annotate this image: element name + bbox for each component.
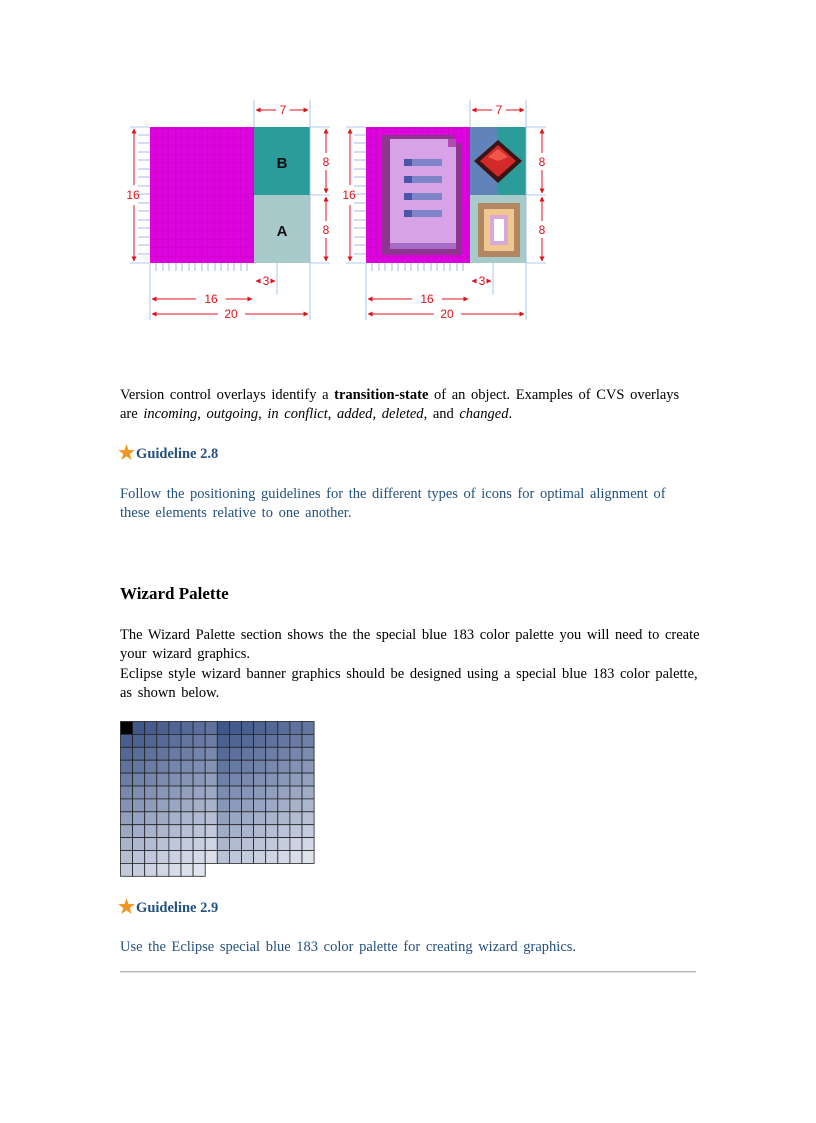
palette-swatch (169, 747, 181, 760)
palette-swatch (169, 825, 181, 838)
palette-swatch (229, 812, 241, 825)
palette-swatch (229, 825, 241, 838)
diagram-left (126, 100, 330, 321)
palette-swatch (169, 760, 181, 773)
palette-swatch (242, 734, 254, 747)
palette-swatch (266, 786, 278, 799)
palette-swatch (145, 825, 157, 838)
palette-swatch (169, 838, 181, 851)
palette-swatch (266, 760, 278, 773)
palette-swatch (205, 812, 217, 825)
palette-swatch (290, 851, 302, 864)
dim-right-bottom-right: 8 (538, 223, 546, 237)
palette-swatch (121, 760, 133, 773)
palette-swatch (229, 799, 241, 812)
palette-swatch (278, 722, 290, 735)
palette-swatch (133, 786, 145, 799)
dim-bottom-mid-left: 16 (204, 292, 218, 306)
wizard-palette-para-2: Eclipse style wizard banner graphics should be designed using a special blue 183 color palette, as shown below. (120, 666, 698, 701)
label-b: B (276, 155, 288, 172)
guideline-2-9-label: Guideline 2.9 (136, 900, 219, 916)
palette-swatch (193, 838, 205, 851)
palette-swatch (266, 851, 278, 864)
palette-swatch (205, 773, 217, 786)
palette-swatch (145, 760, 157, 773)
palette-swatch (121, 838, 133, 851)
overlay-positioning-figure (0, 95, 816, 330)
palette-swatch (181, 722, 193, 735)
palette-swatch (302, 812, 314, 825)
palette-swatch (133, 773, 145, 786)
palette-swatch (278, 747, 290, 760)
palette-swatch (145, 734, 157, 747)
dim-left-left: 16 (126, 188, 140, 202)
palette-swatch (302, 825, 314, 838)
palette-swatch (266, 799, 278, 812)
star-icon: ★ (118, 897, 136, 918)
dim-bottom-full-left: 20 (224, 307, 238, 321)
palette-swatch (181, 799, 193, 812)
palette-swatch (181, 747, 193, 760)
palette-swatch (157, 825, 169, 838)
palette-swatch (278, 825, 290, 838)
wizard-palette-para-1: The Wizard Palette section shows the the special blue 183 color palette you will need to create your wizard graphics. (120, 627, 700, 662)
palette-swatch (266, 773, 278, 786)
palette-swatch (169, 722, 181, 735)
sep: , (372, 406, 382, 422)
palette-swatch (121, 734, 133, 747)
palette-swatch (193, 722, 205, 735)
palette-swatch (254, 747, 266, 760)
palette-swatch (290, 773, 302, 786)
overlay-in-conflict: in conflict (267, 406, 328, 422)
palette-swatch (205, 760, 217, 773)
palette-swatch (205, 799, 217, 812)
palette-swatch (145, 851, 157, 864)
palette-swatch (229, 786, 241, 799)
palette-swatch (242, 760, 254, 773)
palette-swatch (290, 734, 302, 747)
palette-swatch (181, 838, 193, 851)
palette-swatch (229, 773, 241, 786)
wizard-color-palette (120, 721, 316, 877)
palette-swatch (121, 722, 133, 735)
palette-swatch (229, 747, 241, 760)
guideline-2-8-label: Guideline 2.8 (136, 446, 219, 462)
palette-swatch (169, 734, 181, 747)
palette-swatch (242, 722, 254, 735)
palette-swatch (242, 838, 254, 851)
guideline-2-9-title (118, 896, 218, 919)
palette-swatch (121, 786, 133, 799)
overlay-added: added (337, 406, 373, 422)
palette-swatch (121, 773, 133, 786)
palette-swatch (193, 799, 205, 812)
palette-swatch (205, 851, 217, 864)
palette-swatch (145, 747, 157, 760)
sep: . (508, 406, 513, 422)
palette-swatch (302, 773, 314, 786)
palette-swatch (133, 734, 145, 747)
changed-overlay-icon (478, 203, 520, 257)
palette-swatch (133, 838, 145, 851)
palette-swatch (169, 799, 181, 812)
label-a: A (276, 223, 288, 240)
palette-swatch (193, 747, 205, 760)
dim-top-left: 7 (279, 103, 287, 117)
palette-swatch (145, 722, 157, 735)
palette-swatch (193, 825, 205, 838)
diagram-right (342, 100, 546, 321)
palette-swatch (157, 747, 169, 760)
palette-swatch (278, 812, 290, 825)
sep: , (327, 406, 337, 422)
overlay-changed: changed (459, 406, 509, 422)
palette-swatch (290, 812, 302, 825)
palette-swatch (145, 799, 157, 812)
palette-swatch (229, 734, 241, 747)
palette-swatch (133, 799, 145, 812)
overlays-paragraph (120, 386, 700, 424)
palette-swatch (242, 747, 254, 760)
palette-swatch (229, 838, 241, 851)
palette-swatch (302, 760, 314, 773)
palette-swatch (157, 786, 169, 799)
palette-swatch (242, 812, 254, 825)
palette-swatch (205, 838, 217, 851)
palette-swatch (302, 786, 314, 799)
palette-swatch (157, 851, 169, 864)
palette-swatch (254, 851, 266, 864)
palette-swatch (169, 851, 181, 864)
palette-swatch (181, 773, 193, 786)
palette-swatch (278, 799, 290, 812)
palette-swatch (290, 838, 302, 851)
palette-swatch (302, 799, 314, 812)
palette-swatch (193, 760, 205, 773)
palette-swatch (266, 722, 278, 735)
palette-swatch (145, 773, 157, 786)
palette-swatch (133, 747, 145, 760)
palette-swatch (278, 760, 290, 773)
palette-swatch (181, 812, 193, 825)
palette-swatch (302, 851, 314, 864)
palette-swatch (133, 760, 145, 773)
palette-swatch (217, 722, 229, 735)
palette-swatch (302, 734, 314, 747)
overlays-text-2: of an object. Examples of CVS overlays are (120, 387, 680, 422)
palette-swatch (254, 786, 266, 799)
palette-swatch (217, 734, 229, 747)
overlay-outgoing: outgoing (206, 406, 259, 422)
palette-swatch (217, 786, 229, 799)
overlay-incoming: incoming (143, 406, 198, 422)
palette-swatch (217, 773, 229, 786)
palette-swatch (290, 799, 302, 812)
palette-swatch (181, 863, 193, 876)
palette-swatch (193, 851, 205, 864)
palette-swatch (266, 734, 278, 747)
palette-swatch (278, 773, 290, 786)
sep: , (197, 406, 207, 422)
palette-swatch (254, 825, 266, 838)
palette-swatch (121, 799, 133, 812)
palette-swatch (157, 799, 169, 812)
palette-swatch (290, 786, 302, 799)
palette-swatch (193, 863, 205, 876)
palette-swatch (229, 760, 241, 773)
palette-swatch (181, 786, 193, 799)
palette-swatch (169, 773, 181, 786)
dim-bottom-small-right: 3 (478, 274, 486, 288)
dim-left-right: 16 (342, 188, 356, 202)
transition-state-term: transition-state (334, 387, 429, 403)
palette-swatch (254, 734, 266, 747)
dim-bottom-mid-right: 16 (420, 292, 434, 306)
palette-swatch (193, 773, 205, 786)
palette-swatch (266, 825, 278, 838)
palette-swatch (290, 747, 302, 760)
palette-swatch (133, 863, 145, 876)
palette-swatch (181, 760, 193, 773)
palette-swatch (121, 851, 133, 864)
palette-swatch (302, 722, 314, 735)
palette-swatch (145, 812, 157, 825)
palette-swatch (266, 812, 278, 825)
divider (120, 971, 696, 973)
palette-swatch (278, 786, 290, 799)
wizard-palette-heading: Wizard Palette (120, 584, 229, 603)
palette-swatch (169, 786, 181, 799)
palette-swatch (121, 863, 133, 876)
palette-swatch (290, 760, 302, 773)
palette-swatch (121, 825, 133, 838)
palette-swatch (266, 838, 278, 851)
palette-swatch (181, 851, 193, 864)
palette-swatch (254, 812, 266, 825)
palette-swatch (266, 747, 278, 760)
palette-swatch (302, 838, 314, 851)
dim-right-top-left: 8 (322, 155, 330, 169)
palette-swatch (242, 851, 254, 864)
palette-swatch (145, 838, 157, 851)
palette-swatch (181, 825, 193, 838)
palette-swatch (254, 760, 266, 773)
palette-swatch (205, 786, 217, 799)
palette-swatch (217, 851, 229, 864)
guideline-2-8-text: Follow the positioning guidelines for the different types of icons for optimal alignment of these elements relative to one another. (120, 486, 666, 521)
palette-swatch (217, 825, 229, 838)
palette-swatch (157, 863, 169, 876)
palette-swatch (133, 851, 145, 864)
palette-swatch (302, 747, 314, 760)
dim-right-top-right: 8 (538, 155, 546, 169)
palette-swatch (217, 812, 229, 825)
dim-bottom-small-left: 3 (262, 274, 270, 288)
palette-swatch (157, 838, 169, 851)
sep: , and (423, 406, 460, 422)
palette-swatch (121, 747, 133, 760)
palette-swatch (242, 773, 254, 786)
palette-swatch (169, 812, 181, 825)
guideline-2-8-title (118, 442, 218, 465)
palette-swatch (278, 851, 290, 864)
overlay-deleted: deleted (381, 406, 424, 422)
palette-swatch (157, 812, 169, 825)
icon-grid-left (130, 100, 330, 320)
palette-swatch (205, 734, 217, 747)
palette-swatch (193, 786, 205, 799)
palette-swatch (229, 722, 241, 735)
palette-swatch (290, 825, 302, 838)
guideline-2-9-text: Use the Eclipse special blue 183 color palette for creating wizard graphics. (120, 939, 577, 955)
palette-swatch (242, 799, 254, 812)
document-icon (382, 135, 462, 255)
palette-swatch (133, 825, 145, 838)
palette-swatch (169, 863, 181, 876)
palette-swatch (254, 722, 266, 735)
palette-swatch (229, 851, 241, 864)
palette-swatch (217, 799, 229, 812)
palette-swatch (133, 722, 145, 735)
palette-swatch (217, 760, 229, 773)
palette-swatch (157, 722, 169, 735)
star-icon: ★ (118, 443, 136, 464)
palette-swatch (217, 838, 229, 851)
sep: , (258, 406, 268, 422)
palette-swatch (254, 799, 266, 812)
palette-swatch (278, 838, 290, 851)
palette-swatch (121, 812, 133, 825)
palette-swatch (193, 812, 205, 825)
palette-swatch (181, 734, 193, 747)
dim-bottom-full-right: 20 (440, 307, 454, 321)
palette-swatch (254, 838, 266, 851)
palette-swatch (205, 825, 217, 838)
palette-swatch (157, 760, 169, 773)
palette-swatch (205, 722, 217, 735)
palette-swatch (242, 825, 254, 838)
palette-swatch (205, 747, 217, 760)
palette-swatch (193, 734, 205, 747)
dim-top-right: 7 (495, 103, 503, 117)
overlays-text-1: Version control overlays identify a (120, 387, 335, 403)
palette-swatch (217, 747, 229, 760)
palette-swatch (290, 722, 302, 735)
palette-swatch (278, 734, 290, 747)
palette-swatch (157, 773, 169, 786)
palette-swatch (133, 812, 145, 825)
dim-right-bottom-left: 8 (322, 223, 330, 237)
palette-swatch (242, 786, 254, 799)
palette-swatch (157, 734, 169, 747)
palette-swatch (145, 786, 157, 799)
palette-swatch (145, 863, 157, 876)
palette-swatch (254, 773, 266, 786)
